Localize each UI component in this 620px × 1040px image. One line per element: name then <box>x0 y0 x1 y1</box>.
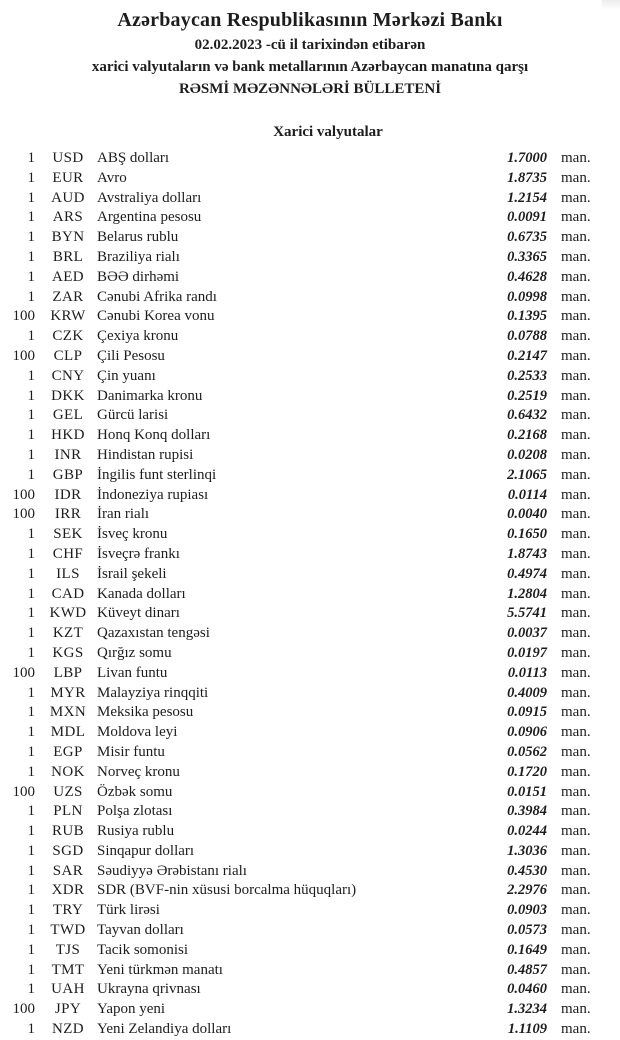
currency-name-cell: İsrail şekeli <box>97 565 167 582</box>
table-row <box>0 881 620 901</box>
unit-cell: man. <box>561 1021 591 1038</box>
rate-value-cell: 0.1649 <box>507 941 547 958</box>
currency-name-cell: Tacik somonisi <box>97 941 189 958</box>
quantity-cell: 100 <box>12 347 35 364</box>
section-title-foreign-currencies: Xarici valyutalar <box>273 124 383 140</box>
currency-name-cell: Cənubi Korea vonu <box>97 308 215 325</box>
currency-name-cell: Çin yuanı <box>97 367 156 384</box>
table-row <box>0 961 620 981</box>
table-row <box>0 644 620 664</box>
quantity-cell: 1 <box>27 981 35 998</box>
unit-cell: man. <box>561 1001 591 1018</box>
unit-cell: man. <box>561 229 591 246</box>
currency-name-cell: İsveç kronu <box>97 526 168 543</box>
currency-name-cell: Cənubi Afrika randı <box>97 288 217 305</box>
currency-name-cell: Çili Pesosu <box>97 347 165 364</box>
quantity-cell: 1 <box>27 605 35 622</box>
rate-value-cell: 0.0906 <box>507 724 547 741</box>
quantity-cell: 1 <box>27 922 35 939</box>
rate-value-cell: 0.2168 <box>507 427 547 444</box>
currency-code-cell: AUD <box>51 189 85 206</box>
unit-cell: man. <box>561 526 591 543</box>
unit-cell: man. <box>561 664 591 681</box>
currency-name-cell: Yapon yeni <box>97 1001 166 1018</box>
quantity-cell: 1 <box>27 644 35 661</box>
unit-cell: man. <box>561 209 591 226</box>
currency-code-cell: KZT <box>52 625 84 642</box>
currency-code-cell: BRL <box>52 248 84 265</box>
currency-code-cell: NZD <box>51 1021 85 1038</box>
rate-value-cell: 5.5741 <box>507 605 547 622</box>
unit-cell: man. <box>561 367 591 384</box>
currency-code-cell: CZK <box>52 328 84 345</box>
scope-line: xarici valyutaların və bank metallarının Azərbaycan manatına qarşı <box>91 59 529 75</box>
quantity-cell: 100 <box>12 486 35 503</box>
rate-value-cell: 0.0208 <box>507 446 547 463</box>
table-row <box>0 1020 620 1040</box>
unit-cell: man. <box>561 150 591 166</box>
table-row <box>0 585 620 605</box>
rate-value-cell: 0.0151 <box>507 783 547 800</box>
currency-code-cell: SGD <box>52 842 84 859</box>
unit-cell: man. <box>561 803 591 820</box>
rate-value-cell: 0.0915 <box>507 704 547 721</box>
bank-name-title: Azərbaycan Respublikasının Mərkəzi Bankı <box>117 9 503 31</box>
rate-value-cell: 1.1109 <box>507 1021 547 1038</box>
currency-code-cell: ZAR <box>52 288 84 305</box>
rate-value-cell: 0.3984 <box>507 803 547 820</box>
currency-code-cell: CAD <box>51 585 85 602</box>
table-row <box>0 149 620 169</box>
quantity-cell: 1 <box>27 526 35 543</box>
unit-cell: man. <box>561 565 591 582</box>
rate-value-cell: 1.8735 <box>507 169 547 186</box>
table-row <box>0 862 620 882</box>
unit-cell: man. <box>561 724 591 741</box>
quantity-cell: 1 <box>27 1021 35 1038</box>
table-row <box>0 367 620 387</box>
currency-name-cell: İsveçrə frankı <box>97 545 180 562</box>
unit-cell: man. <box>561 625 591 642</box>
currency-code-cell: LBP <box>53 664 83 681</box>
unit-cell: man. <box>561 902 591 919</box>
currency-code-cell: SEK <box>53 526 83 543</box>
rate-value-cell: 0.4974 <box>507 565 547 582</box>
rate-value-cell: 0.6432 <box>507 407 547 424</box>
table-row <box>0 505 620 525</box>
currency-name-cell: İran rialı <box>97 506 150 523</box>
currency-name-cell: Honq Konq dolları <box>97 427 211 444</box>
currency-code-cell: PLN <box>53 803 83 820</box>
table-row <box>0 783 620 803</box>
unit-cell: man. <box>561 427 591 444</box>
rate-value-cell: 0.6735 <box>507 229 547 246</box>
currency-name-cell: Çexiya kronu <box>97 328 179 345</box>
currency-code-cell: KWD <box>49 605 87 622</box>
quantity-cell: 1 <box>27 248 35 265</box>
currency-code-cell: UZS <box>53 783 83 800</box>
quantity-cell: 1 <box>27 288 35 305</box>
table-row <box>0 664 620 684</box>
table-row <box>0 248 620 268</box>
bulletin-header <box>0 6 620 100</box>
currency-code-cell: INR <box>54 446 82 463</box>
table-row <box>0 288 620 308</box>
rate-value-cell: 0.3365 <box>507 248 547 265</box>
unit-cell: man. <box>561 466 591 483</box>
currency-name-cell: Türk lirəsi <box>97 902 160 919</box>
table-row <box>0 703 620 723</box>
rate-value-cell: 1.3234 <box>507 1001 547 1018</box>
unit-cell: man. <box>561 387 591 404</box>
rate-value-cell: 0.0037 <box>507 625 547 642</box>
quantity-cell: 1 <box>27 407 35 424</box>
quantity-cell: 1 <box>27 367 35 384</box>
table-row <box>0 169 620 189</box>
rate-value-cell: 1.8743 <box>507 545 547 562</box>
currency-name-cell: Misir funtu <box>97 743 165 760</box>
currency-name-cell: Küveyt dinarı <box>97 605 180 622</box>
table-row <box>0 189 620 209</box>
unit-cell: man. <box>561 268 591 285</box>
currency-code-cell: ARS <box>52 209 84 226</box>
table-row <box>0 743 620 763</box>
rate-value-cell: 0.0562 <box>507 743 547 760</box>
table-row <box>0 406 620 426</box>
currency-name-cell: Danimarka kronu <box>97 387 203 404</box>
rate-value-cell: 0.2519 <box>507 387 547 404</box>
table-row <box>0 901 620 921</box>
quantity-cell: 1 <box>27 704 35 721</box>
currency-code-cell: KRW <box>50 308 86 325</box>
quantity-cell: 1 <box>27 842 35 859</box>
quantity-cell: 1 <box>27 229 35 246</box>
currency-code-cell: HKD <box>51 427 85 444</box>
quantity-cell: 1 <box>27 902 35 919</box>
currency-name-cell: Kanada dolları <box>97 585 186 602</box>
unit-cell: man. <box>561 783 591 800</box>
currency-code-cell: IRR <box>54 506 82 523</box>
quantity-cell: 1 <box>27 823 35 840</box>
unit-cell: man. <box>561 347 591 364</box>
table-row <box>0 802 620 822</box>
currency-code-cell: MYR <box>50 684 86 701</box>
table-row <box>0 545 620 565</box>
rate-value-cell: 0.0091 <box>507 209 547 226</box>
table-row <box>0 763 620 783</box>
quantity-cell: 100 <box>12 1001 35 1018</box>
unit-cell: man. <box>561 585 591 602</box>
quantity-cell: 1 <box>27 328 35 345</box>
currency-name-cell: Polşa zlotası <box>97 803 173 820</box>
currency-name-cell: Yeni Zelandiya dolları <box>97 1021 232 1038</box>
unit-cell: man. <box>561 189 591 206</box>
quantity-cell: 1 <box>27 189 35 206</box>
quantity-cell: 1 <box>27 466 35 483</box>
currency-name-cell: İngilis funt sterlinqi <box>97 466 217 483</box>
currency-code-cell: SAR <box>52 862 84 879</box>
quantity-cell: 1 <box>27 209 35 226</box>
quantity-cell: 1 <box>27 743 35 760</box>
currency-code-cell: MDL <box>50 724 86 741</box>
currency-name-cell: Malayziya rinqqiti <box>97 684 209 701</box>
table-row <box>0 684 620 704</box>
unit-cell: man. <box>561 704 591 721</box>
currency-name-cell: Livan funtu <box>97 664 168 681</box>
currency-code-cell: RUB <box>51 823 85 840</box>
quantity-cell: 1 <box>27 565 35 582</box>
unit-cell: man. <box>561 823 591 840</box>
currency-code-cell: TWD <box>50 922 86 939</box>
unit-cell: man. <box>561 545 591 562</box>
unit-cell: man. <box>561 446 591 463</box>
unit-cell: man. <box>561 922 591 939</box>
table-row <box>0 980 620 1000</box>
currency-name-cell: Moldova leyi <box>97 724 178 741</box>
currency-name-cell: Braziliya rialı <box>97 248 180 265</box>
table-row <box>0 842 620 862</box>
quantity-cell: 1 <box>27 585 35 602</box>
rate-value-cell: 0.4530 <box>507 862 547 879</box>
currency-code-cell: ILS <box>56 565 80 582</box>
currency-name-cell: Norveç kronu <box>97 763 180 780</box>
currency-name-cell: Səudiyyə Ərəbistanı rialı <box>97 862 247 879</box>
quantity-cell: 1 <box>27 961 35 978</box>
unit-cell: man. <box>561 842 591 859</box>
rate-value-cell: 0.4628 <box>507 268 547 285</box>
unit-cell: man. <box>561 882 591 899</box>
rate-value-cell: 0.1650 <box>507 526 547 543</box>
quantity-cell: 1 <box>27 882 35 899</box>
table-row <box>0 307 620 327</box>
quantity-cell: 1 <box>27 169 35 186</box>
rates-table <box>0 149 620 1040</box>
table-row <box>0 466 620 486</box>
currency-name-cell: Avro <box>97 169 127 186</box>
quantity-cell: 1 <box>27 803 35 820</box>
quantity-cell: 100 <box>12 664 35 681</box>
rate-value-cell: 0.0460 <box>507 981 547 998</box>
currency-code-cell: NOK <box>51 763 85 780</box>
unit-cell: man. <box>561 288 591 305</box>
rate-value-cell: 1.7000 <box>507 150 547 166</box>
unit-cell: man. <box>561 506 591 523</box>
quantity-cell: 1 <box>27 763 35 780</box>
currency-name-cell: SDR (BVF-nin xüsusi borcalma hüquqları) <box>97 882 357 899</box>
currency-code-cell: DKK <box>51 387 85 404</box>
table-row <box>0 941 620 961</box>
currency-code-cell: BYN <box>51 229 85 246</box>
quantity-cell: 1 <box>27 545 35 562</box>
table-row <box>0 525 620 545</box>
rate-value-cell: 0.0573 <box>507 922 547 939</box>
table-row <box>0 387 620 407</box>
table-row <box>0 208 620 228</box>
currency-name-cell: Sinqapur dolları <box>97 842 195 859</box>
table-row <box>0 723 620 743</box>
table-row <box>0 604 620 624</box>
quantity-cell: 100 <box>12 506 35 523</box>
unit-cell: man. <box>561 486 591 503</box>
quantity-cell: 1 <box>27 150 35 166</box>
quantity-cell: 1 <box>27 446 35 463</box>
table-row <box>0 1000 620 1020</box>
currency-code-cell: CLP <box>53 347 83 364</box>
rate-value-cell: 0.0113 <box>507 664 547 681</box>
quantity-cell: 100 <box>12 783 35 800</box>
table-row <box>0 624 620 644</box>
table-row <box>0 822 620 842</box>
unit-cell: man. <box>561 407 591 424</box>
unit-cell: man. <box>561 862 591 879</box>
rate-value-cell: 0.0998 <box>507 288 547 305</box>
rate-value-cell: 1.2804 <box>507 585 547 602</box>
table-row <box>0 327 620 347</box>
rate-value-cell: 0.0244 <box>507 823 547 840</box>
unit-cell: man. <box>561 605 591 622</box>
bulletin-title: RƏSMİ MƏZƏNNƏLƏRİ BÜLLETENİ <box>178 81 442 97</box>
unit-cell: man. <box>561 328 591 345</box>
quantity-cell: 1 <box>27 941 35 958</box>
unit-cell: man. <box>561 248 591 265</box>
rate-value-cell: 2.1065 <box>507 466 547 483</box>
currency-code-cell: USD <box>52 150 84 166</box>
unit-cell: man. <box>561 684 591 701</box>
currency-code-cell: AED <box>51 268 85 285</box>
currency-code-cell: IDR <box>54 486 82 503</box>
table-row <box>0 426 620 446</box>
unit-cell: man. <box>561 169 591 186</box>
currency-name-cell: Belarus rublu <box>97 229 179 246</box>
currency-code-cell: TMT <box>51 961 85 978</box>
currency-code-cell: JPY <box>54 1001 82 1018</box>
currency-code-cell: MXN <box>49 704 87 721</box>
table-row <box>0 228 620 248</box>
table-row <box>0 486 620 506</box>
unit-cell: man. <box>561 644 591 661</box>
currency-code-cell: CNY <box>51 367 85 384</box>
currency-name-cell: BƏƏ dirhəmi <box>97 268 180 285</box>
currency-code-cell: CHF <box>52 545 84 562</box>
rate-value-cell: 0.0114 <box>507 486 547 503</box>
quantity-cell: 1 <box>27 427 35 444</box>
rate-value-cell: 0.0040 <box>507 506 547 523</box>
unit-cell: man. <box>561 763 591 780</box>
currency-name-cell: Tayvan dolları <box>97 922 184 939</box>
rate-value-cell: 0.0788 <box>507 328 547 345</box>
rate-value-cell: 0.2147 <box>507 347 547 364</box>
unit-cell: man. <box>561 743 591 760</box>
rate-value-cell: 2.2976 <box>507 882 547 899</box>
currency-name-cell: ABŞ dolları <box>97 150 170 166</box>
currency-code-cell: GBP <box>52 466 84 483</box>
rate-value-cell: 0.2533 <box>507 367 547 384</box>
currency-name-cell: Avstraliya dolları <box>97 189 202 206</box>
currency-name-cell: Ukrayna qrivnası <box>97 981 201 998</box>
currency-name-cell: Özbək somu <box>97 783 173 800</box>
quantity-cell: 1 <box>27 724 35 741</box>
quantity-cell: 1 <box>27 625 35 642</box>
rate-value-cell: 0.4009 <box>507 684 547 701</box>
currency-name-cell: Qazaxıstan tengəsi <box>97 625 210 642</box>
currency-code-cell: UAH <box>51 981 85 998</box>
table-row <box>0 565 620 585</box>
unit-cell: man. <box>561 961 591 978</box>
rate-value-cell: 0.0197 <box>507 644 547 661</box>
currency-name-cell: Meksika pesosu <box>97 704 194 721</box>
table-row <box>0 446 620 466</box>
currency-name-cell: Gürcü larisi <box>97 407 169 424</box>
rate-value-cell: 1.2154 <box>507 189 547 206</box>
table-row <box>0 921 620 941</box>
quantity-cell: 1 <box>27 268 35 285</box>
currency-code-cell: EGP <box>53 743 83 760</box>
currency-name-cell: Qırğız somu <box>97 644 172 661</box>
rate-value-cell: 0.1395 <box>507 308 547 325</box>
quantity-cell: 1 <box>27 684 35 701</box>
quantity-cell: 1 <box>27 387 35 404</box>
unit-cell: man. <box>561 308 591 325</box>
currency-name-cell: İndoneziya rupiası <box>97 486 209 503</box>
table-row <box>0 268 620 288</box>
unit-cell: man. <box>561 981 591 998</box>
unit-cell: man. <box>561 941 591 958</box>
quantity-cell: 100 <box>12 308 35 325</box>
currency-code-cell: KGS <box>52 644 84 661</box>
rate-value-cell: 1.3036 <box>507 842 547 859</box>
rate-value-cell: 0.0903 <box>507 902 547 919</box>
effective-date-line: 02.02.2023 -cü il tarixindən etibarən <box>194 37 426 53</box>
currency-name-cell: Rusiya rublu <box>97 823 175 840</box>
currency-name-cell: Yeni türkmən manatı <box>97 961 223 978</box>
quantity-cell: 1 <box>27 862 35 879</box>
currency-name-cell: Hindistan rupisi <box>97 446 194 463</box>
currency-code-cell: TRY <box>52 902 84 919</box>
currency-code-cell: XDR <box>51 882 85 899</box>
currency-code-cell: EUR <box>52 169 84 186</box>
table-row <box>0 347 620 367</box>
currency-name-cell: Argentina pesosu <box>97 209 202 226</box>
rate-value-cell: 0.1720 <box>507 763 547 780</box>
currency-code-cell: TJS <box>55 941 81 958</box>
rate-value-cell: 0.4857 <box>507 961 547 978</box>
currency-code-cell: GEL <box>52 407 84 424</box>
